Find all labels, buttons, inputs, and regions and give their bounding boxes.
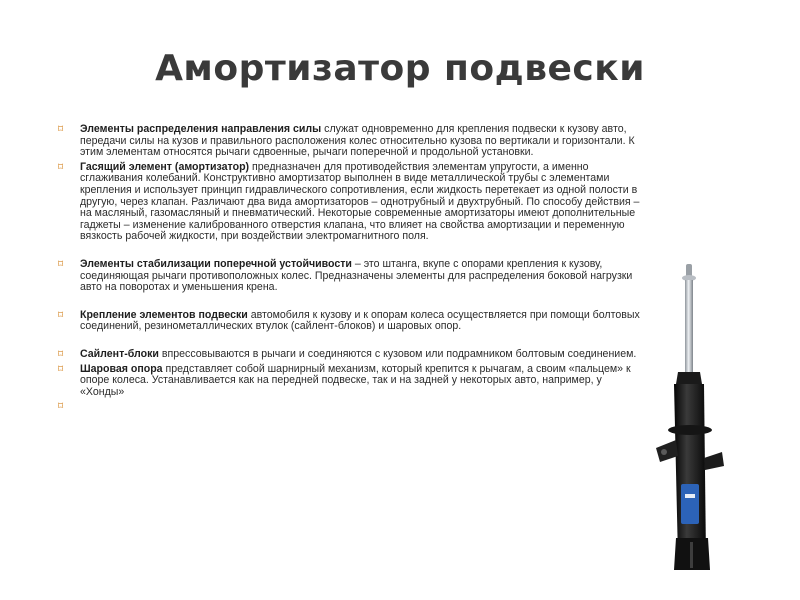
list-item xyxy=(58,310,644,333)
bracket-hole xyxy=(661,449,667,455)
list-item xyxy=(58,124,644,159)
piston-rod xyxy=(685,280,693,372)
spring-seat xyxy=(668,425,712,435)
item-term: Гасящий элемент (амортизатор) xyxy=(80,160,250,173)
list-item xyxy=(58,259,644,294)
item-term: Крепление элементов подвески xyxy=(80,308,248,321)
bullet-icon: ⌑ xyxy=(58,124,64,135)
item-term: Сайлент-блоки xyxy=(80,347,159,360)
shock-absorber-icon xyxy=(648,262,738,582)
bullet-icon: ⌑ xyxy=(58,348,64,360)
bullet-icon: ⌑ xyxy=(58,401,64,413)
list-item xyxy=(58,162,644,243)
item-term: Элементы стабилизации поперечной устойчивости xyxy=(80,257,352,270)
item-text: представляет собой шарнирный механизм, который крепится к рычагам, а своим «пальцем» к опоре колеса. Устанавливается как на передней подвеске, так и на задней у некоторых авто, например, у «Хонды» xyxy=(80,362,631,398)
body-tube xyxy=(674,384,706,558)
item-text: впрессовываются в рычаги и соединяются с кузовом или подрамником болтовым соединением. xyxy=(158,347,637,360)
bullet-icon: ⌑ xyxy=(58,363,64,375)
bullet-icon: ⌑ xyxy=(58,258,64,270)
blue-label xyxy=(681,484,699,524)
item-text: служат одновременно для крепления подвески к кузову авто, передачи силы на кузов и правильного расположения колес относительно кузова по вертикали и горизонтали. К этим элементам относятся рычаги сдвоенные, рычаги поперечной и продольной установки. xyxy=(80,123,635,159)
mount-bracket xyxy=(656,440,678,462)
item-text: – это штанга, вкупе с опорами крепления к кузову, соединяющая рычаги противоположных колес. Предназначены элементы для распределения боковой нагрузки авто на поворотах и уменьшения крена. xyxy=(80,257,633,294)
bullet-icon: ⌑ xyxy=(58,161,64,173)
body-cap xyxy=(676,372,702,384)
slide-title: Амортизатор подвески xyxy=(155,48,645,89)
item-term: Элементы распределения направления силы xyxy=(80,123,322,135)
label-mark xyxy=(685,494,695,498)
side-bracket xyxy=(704,452,724,470)
item-text: автомобиля к кузову и к опорам колеса осуществляется при помощи болтовых соединений, резинометаллических втулок (сайлент-блоков) и шаровых опор. xyxy=(80,308,640,333)
item-text: предназначен для противодействия элементам упругости, а именно сглаживания колебаний. Конструктивно амортизатор выполнен в виде металлической трубы с элементами крепления и использует принцип гидравлического сопротивления, если жидкость перетекает из одной полости в другую, через клапан. Различают два вида амортизаторов – однотрубный и двухтрубный. По способу действия – на масляный, газомасляный и пневматический. Некоторые современные амортизаторы имеют дополнительные гаджеты – изменение калиброванного отверстия клапана, что влияет на свойства амортизации и переменную вязкость рабочей жидкости, при воздействии электромагнитного поля. xyxy=(80,160,640,243)
clamp-slot xyxy=(690,542,693,568)
item-term: Шаровая опора xyxy=(80,362,163,375)
list-item xyxy=(58,364,644,399)
bullet-icon: ⌑ xyxy=(58,309,64,321)
list-item xyxy=(58,349,644,361)
bullet-list xyxy=(58,123,644,413)
